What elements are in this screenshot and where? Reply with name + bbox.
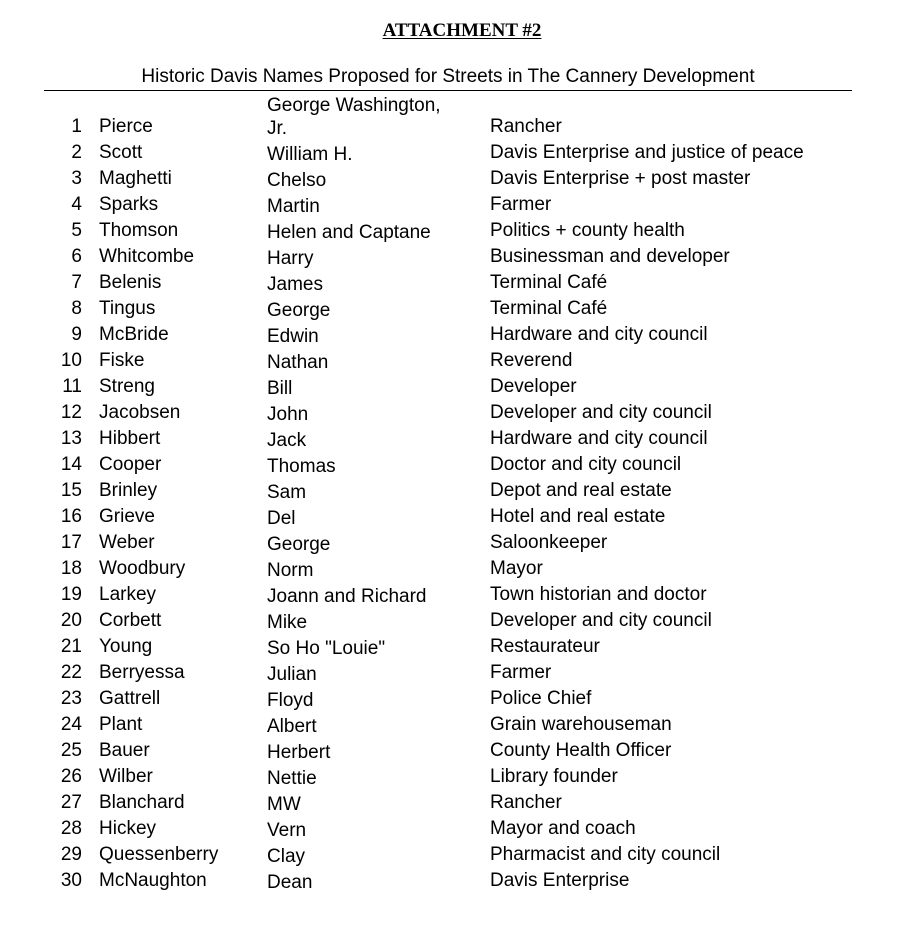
table-row <box>0 868 924 894</box>
surname-cell: Jacobsen <box>99 402 181 423</box>
surname-cell: Wilber <box>99 766 153 787</box>
description-cell: Farmer <box>490 662 552 683</box>
row-number: 27 <box>60 792 82 813</box>
row-number: 24 <box>60 714 82 735</box>
description-cell: Grain warehouseman <box>490 714 672 735</box>
description-cell: Businessman and developer <box>490 246 730 267</box>
description-cell: Reverend <box>490 350 573 371</box>
given-name-cell: Mike <box>267 612 308 633</box>
surname-cell: Pierce <box>99 116 153 137</box>
row-number: 8 <box>71 298 82 319</box>
surname-cell: McBride <box>99 324 169 345</box>
table-row <box>0 790 924 816</box>
description-cell: Restaurateur <box>490 636 600 657</box>
table-row <box>0 686 924 712</box>
description-cell: Rancher <box>490 116 562 137</box>
given-name-cell: John <box>267 404 309 425</box>
surname-cell: Hibbert <box>99 428 161 449</box>
given-name-cell: James <box>267 274 323 295</box>
row-number: 16 <box>60 506 82 527</box>
given-name-cell: Norm <box>267 560 314 581</box>
surname-cell: Fiske <box>99 350 145 371</box>
row-number: 22 <box>60 662 82 683</box>
table-row <box>0 764 924 790</box>
row-number: 25 <box>60 740 82 761</box>
row-number: 7 <box>71 272 82 293</box>
surname-cell: Maghetti <box>99 168 172 189</box>
given-name-cell: Joann and Richard <box>267 586 427 607</box>
row-number: 15 <box>60 480 82 501</box>
given-name-cell: Julian <box>267 664 317 685</box>
row-number: 9 <box>71 324 82 345</box>
row-number: 13 <box>60 428 82 449</box>
row-number: 1 <box>71 116 82 137</box>
description-cell: Doctor and city council <box>490 454 682 475</box>
row-number: 14 <box>60 454 82 475</box>
given-name-cell: Dean <box>267 872 313 893</box>
row-number: 20 <box>60 610 82 631</box>
description-cell: Depot and real estate <box>490 480 672 501</box>
surname-cell: Plant <box>99 714 143 735</box>
given-name-cell: Chelso <box>267 170 327 191</box>
row-number: 18 <box>60 558 82 579</box>
given-name-cell: Floyd <box>267 690 314 711</box>
row-number: 6 <box>71 246 82 267</box>
description-cell: Developer and city council <box>490 610 712 631</box>
given-name-cell: Sam <box>267 482 307 503</box>
given-name-cell: Nathan <box>267 352 329 373</box>
given-name-cell: George Washington, Jr. <box>267 95 441 139</box>
given-name-cell: Herbert <box>267 742 331 763</box>
table-row <box>0 712 924 738</box>
table-row <box>0 504 924 530</box>
given-name-cell: Nettie <box>267 768 317 789</box>
table-row <box>0 634 924 660</box>
given-name-cell: George <box>267 534 331 555</box>
table-row <box>0 816 924 842</box>
table-row <box>0 660 924 686</box>
description-cell: Developer <box>490 376 577 397</box>
surname-cell: Gattrell <box>99 688 161 709</box>
given-name-cell: William H. <box>267 144 353 165</box>
surname-cell: Hickey <box>99 818 157 839</box>
surname-cell: Thomson <box>99 220 179 241</box>
surname-cell: Bauer <box>99 740 150 761</box>
table-row <box>0 842 924 868</box>
row-number: 29 <box>60 844 82 865</box>
description-cell: Farmer <box>490 194 552 215</box>
row-number: 10 <box>60 350 82 371</box>
attachment-heading <box>0 20 924 42</box>
table-row <box>0 608 924 634</box>
table-row <box>0 296 924 322</box>
table-row <box>0 582 924 608</box>
surname-cell: Tingus <box>99 298 156 319</box>
given-name-cell: So Ho "Louie" <box>267 638 386 659</box>
description-cell: Mayor and coach <box>490 818 636 839</box>
surname-cell: Belenis <box>99 272 162 293</box>
description-cell: Developer and city council <box>490 402 712 423</box>
description-cell: Terminal Café <box>490 298 608 319</box>
surname-cell: McNaughton <box>99 870 207 891</box>
description-cell: Davis Enterprise and justice of peace <box>490 142 804 163</box>
table-row <box>0 400 924 426</box>
surname-cell: Blanchard <box>99 792 185 813</box>
attachment-heading-text: ATTACHMENT #2 <box>382 20 542 41</box>
table-row <box>0 244 924 270</box>
table-row <box>0 348 924 374</box>
surname-cell: Larkey <box>99 584 157 605</box>
row-number: 4 <box>71 194 82 215</box>
given-name-cell: Martin <box>267 196 320 217</box>
description-cell: Terminal Café <box>490 272 608 293</box>
row-number: 11 <box>62 376 82 397</box>
given-name-cell: Clay <box>267 846 306 867</box>
description-cell: Pharmacist and city council <box>490 844 721 865</box>
table-row <box>0 140 924 166</box>
description-cell: Mayor <box>490 558 543 579</box>
given-name-cell: Albert <box>267 716 317 737</box>
given-name-cell: Edwin <box>267 326 319 347</box>
table-row <box>0 374 924 400</box>
row-number: 17 <box>60 532 82 553</box>
row-number: 28 <box>60 818 82 839</box>
table-row <box>0 322 924 348</box>
description-cell: Davis Enterprise + post master <box>490 168 751 189</box>
table-row <box>0 478 924 504</box>
row-number: 3 <box>71 168 82 189</box>
row-number: 12 <box>60 402 82 423</box>
surname-cell: Young <box>99 636 153 657</box>
given-name-cell: Thomas <box>267 456 336 477</box>
table-row <box>0 738 924 764</box>
row-number: 5 <box>71 220 82 241</box>
description-cell: Hardware and city council <box>490 324 708 345</box>
given-name-cell: MW <box>267 794 301 815</box>
description-cell: Politics + county health <box>490 220 685 241</box>
table-row <box>0 426 924 452</box>
surname-cell: Whitcombe <box>99 246 195 267</box>
row-number: 21 <box>60 636 82 657</box>
description-cell: Saloonkeeper <box>490 532 608 553</box>
surname-cell: Brinley <box>99 480 158 501</box>
description-cell: Town historian and doctor <box>490 584 707 605</box>
row-number: 23 <box>60 688 82 709</box>
table-row <box>0 192 924 218</box>
row-number: 30 <box>60 870 82 891</box>
given-name-cell: Helen and Captane <box>267 222 431 243</box>
description-cell: Hardware and city council <box>490 428 708 449</box>
description-cell: Police Chief <box>490 688 592 709</box>
table-row <box>0 556 924 582</box>
surname-cell: Woodbury <box>99 558 186 579</box>
surname-cell: Grieve <box>99 506 155 527</box>
table-row <box>0 166 924 192</box>
row-number: 2 <box>71 142 82 163</box>
given-name-cell: Vern <box>267 820 307 841</box>
surname-cell: Weber <box>99 532 155 553</box>
surname-cell: Corbett <box>99 610 162 631</box>
table-row <box>0 452 924 478</box>
given-name-cell: Jack <box>267 430 307 451</box>
row-number: 26 <box>60 766 82 787</box>
names-table <box>0 91 924 894</box>
given-name-cell: Harry <box>267 248 314 269</box>
description-cell: Rancher <box>490 792 562 813</box>
surname-cell: Streng <box>99 376 155 397</box>
description-cell: Library founder <box>490 766 618 787</box>
description-cell: County Health Officer <box>490 740 672 761</box>
table-row <box>0 530 924 556</box>
table-row <box>0 91 924 140</box>
surname-cell: Quessenberry <box>99 844 219 865</box>
surname-cell: Berryessa <box>99 662 185 683</box>
surname-cell: Sparks <box>99 194 159 215</box>
surname-cell: Scott <box>99 142 143 163</box>
table-row <box>0 270 924 296</box>
table-row <box>0 218 924 244</box>
description-cell: Hotel and real estate <box>490 506 666 527</box>
row-number: 19 <box>60 584 82 605</box>
surname-cell: Cooper <box>99 454 162 475</box>
given-name-cell: George <box>267 300 331 321</box>
table-title: Historic Davis Names Proposed for Streets in The Cannery Development <box>141 66 755 87</box>
description-cell: Davis Enterprise <box>490 870 630 891</box>
given-name-cell: Del <box>267 508 296 529</box>
given-name-cell: Bill <box>267 378 293 399</box>
